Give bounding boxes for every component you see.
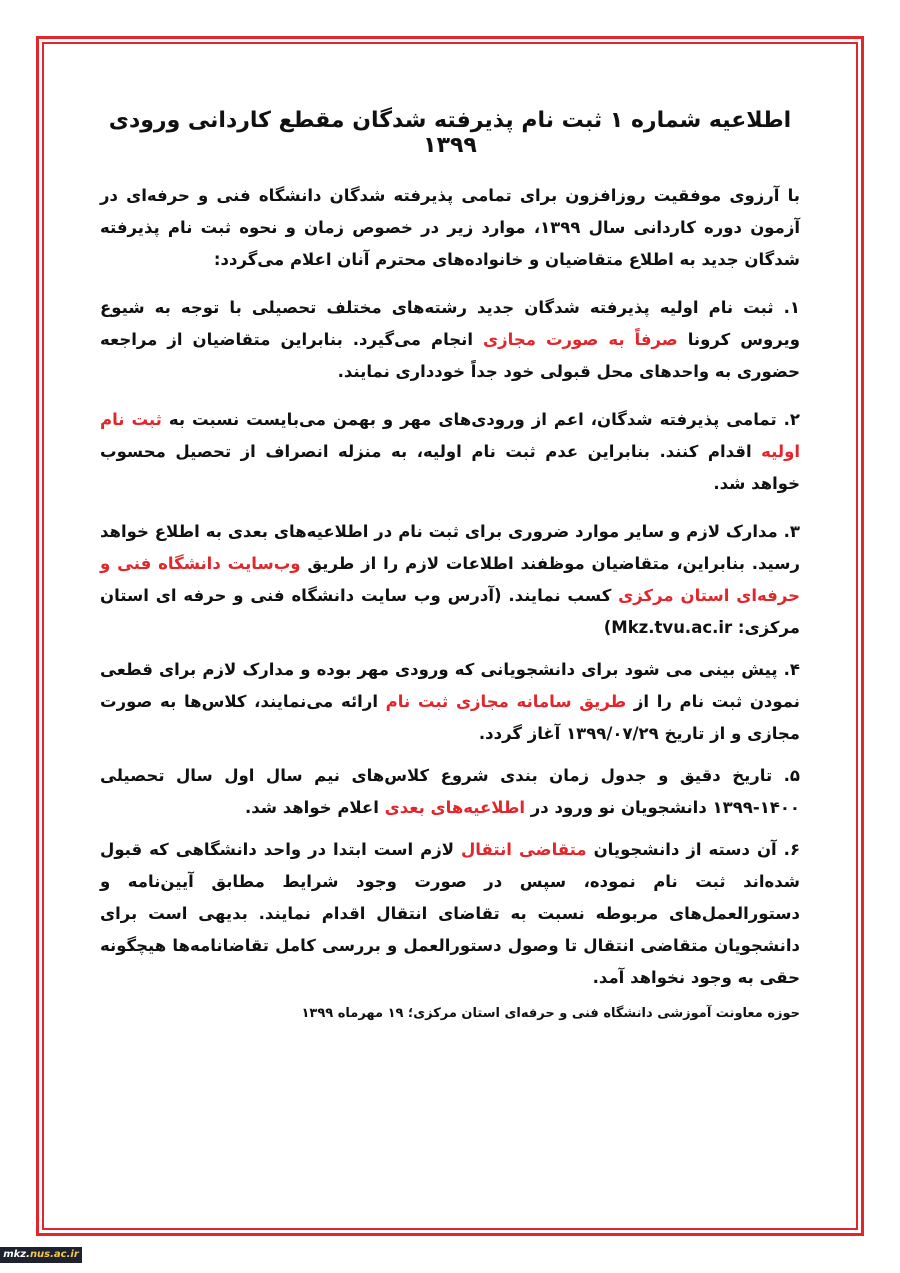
announcement — [100, 108, 800, 1024]
item-5-highlight: اطلاعیه‌های بعدی — [384, 798, 526, 817]
item-3-text-a: ۳. مدارک لازم و سایر موارد ضروری برای ثبت نام در اطلاعیه‌های بعدی به اطلاع خواهد رسید. بنابراین، متقاضیان موظفند اطلاعات لازم را از طریق — [100, 522, 800, 573]
item-3-text-c: ) — [603, 618, 612, 637]
site-badge-part2: nus.ac.ir — [29, 1249, 79, 1260]
item-3-highlight: وب‌سایت دانشگاه فنی و حرفه‌ای استان مرکزی — [100, 554, 800, 605]
website-url: Mkz.tvu.ac.ir — [611, 618, 733, 637]
site-badge-part1: mkz. — [3, 1249, 30, 1260]
item-2-text-b: اقدام کنند. بنابراین عدم ثبت نام اولیه، به منزله انصراف از تحصیل محسوب خواهد شد. — [100, 442, 800, 493]
item-4 — [100, 654, 800, 750]
item-4-text-a: ۴. پیش بینی می شود برای دانشجویانی که ورودی مهر بوده و مدارک لازم برای قطعی نمودن ثبت نام را از — [100, 660, 800, 711]
item-1 — [100, 292, 800, 388]
item-2 — [100, 404, 800, 500]
item-1-highlight: صرفاً به صورت مجازی — [483, 330, 678, 349]
item-5-text-b: اعلام خواهد شد. — [244, 798, 385, 817]
item-5-text-a: ۵. تاریخ دقیق و جدول زمان بندی شروع کلاس‌های نیم سال اول سال تحصیلی ۱۴۰۰-۱۳۹۹ دانشجویان نو ورود در — [100, 766, 800, 817]
item-6-text-a: ۶. آن دسته از دانشجویان — [586, 840, 801, 859]
item-5 — [100, 760, 800, 824]
item-2-highlight: ثبت نام اولیه — [100, 410, 800, 461]
item-4-highlight: طریق سامانه مجازی ثبت نام — [385, 692, 627, 711]
item-4-text-b: ارائه می‌نمایند، کلاس‌ها به صورت مجازی و از تاریخ ۱۳۹۹/۰۷/۲۹ آغاز گردد. — [100, 692, 800, 743]
item-6 — [100, 834, 800, 994]
item-3 — [100, 516, 800, 644]
item-1-text-a: ۱. ثبت نام اولیه پذیرفته شدگان جدید رشته‌های مختلف تحصیلی با توجه به شیوع ویروس کرونا — [100, 298, 800, 349]
intro-paragraph: با آرزوی موفقیت روزافزون برای تمامی پذیرفته شدگان دانشگاه فنی و حرفه‌ای در آزمون دوره کاردانی سال ۱۳۹۹، موارد زیر در خصوص زمان و نحوه ثبت نام پذیرفته شدگان جدید به اطلاع متقاضیان و خانواده‌های محترم آنان اعلام می‌گردد: — [100, 186, 801, 269]
item-1-text-b: انجام می‌گیرد. بنابراین متقاضیان از مراجعه حضوری به واحدهای محل قبولی خود جداً خودداری نمایند. — [100, 330, 800, 381]
announcement-title: اطلاعیه شماره ۱ ثبت نام پذیرفته شدگان مقطع کاردانی ورودی ۱۳۹۹ — [108, 108, 792, 158]
item-6-text-b: لازم است ابتدا در واحد دانشگاهی که قبول شده‌اند ثبت نام نموده، سپس در صورت وجود شرایط مطابق آیین‌نامه و دستورالعمل‌های مربوطه نسبت به تقاضای انتقال اقدام نمایند. بدیهی است برای دانشجویان متقاضی انتقال تا وصول دستورالعمل و بررسی کامل تقاضانامه‌ها هیچگونه حقی به وجود نخواهد آمد. — [100, 840, 800, 987]
item-3-text-b: کسب نمایند. (آدرس وب سایت دانشگاه فنی و حرفه ای استان مرکزی: — [100, 586, 800, 637]
site-badge[interactable] — [0, 1247, 82, 1263]
item-6-highlight: متقاضی انتقال — [460, 840, 587, 859]
item-2-text-a: ۲. تمامی پذیرفته شدگان، اعم از ورودی‌های مهر و بهمن می‌بایست نسبت به — [161, 410, 800, 429]
signature-line: حوزه معاونت آموزشی دانشگاه فنی و حرفه‌ای استان مرکزی؛ ۱۹ مهرماه ۱۳۹۹ — [301, 1006, 800, 1021]
